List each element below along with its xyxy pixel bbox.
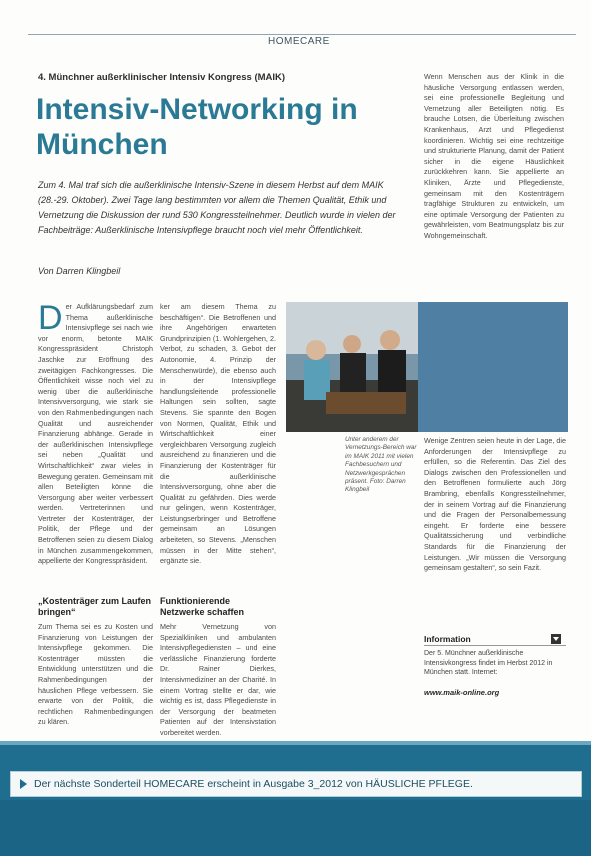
body-column-4: Wenige Zentren seien heute in der Lage, die Anforderungen der Intensivpflege zu erfüllen, so die Referentin. Das Ziel des Dialogs zwischen den Professionellen und den Betroffenen formulierte auch Jörg Brambring, ebenfalls Kongressteilnehmer, der in seinem Vortrag auf die Finanzierung und die Fragen der Personalbemessung eingeht. Er forderte eine bessere Qualitätssicherung und verbindliche Standards für die Finanzierung der Leistungen. „Wir müssen die Versorgung gemeinsam gestalten“, so sein Fazit. [424,436,566,573]
section-label: HOMECARE [268,36,330,47]
body-column-3: Wenn Menschen aus der Klinik in die häusliche Versorgung entlassen werden, sei eine professionelle Begleitung und Vernetzung aller Beteiligten nötig. Es brauche Lotsen, die Überleitung zwischen Krankenhaus, Arzt und Pflegedienst koordinieren. Wichtig sei eine rechtzeitige und strukturierte Planung, damit der Patient sicher in die eigene Häuslichkeit zurückkehren kann. Sie appellierte an Kliniken, Ärzte und Pflegedienste, gemeinsam mit den Kostenträgern tragfähige Strukturen zu entwickeln, um eine optimale Versorgung der Patienten zu gewährleisten, vom Beatmungsplatz bis zur Wohngemeinschaft. [424,72,564,240]
article-title: Intensiv-Networking in München [36,93,358,161]
body-column-2b: Mehr Vernetzung von Spezialkliniken und ambulanten Intensivpflegediensten – und eine verlässliche Finanzierung forderte Dr. Rainer Dierkes, Intensivmediziner an der Charité. In einem Vortrag stellte er dar, wie wichtig es ist, dass Pflegedienste in der Versorgung der beatmeten Patienten auf der Intensivstation vorbereitet werden. [160,622,276,737]
dropcap: D [38,299,63,337]
body-column-1 [38,299,153,580]
subheading-1: „Kostenträger zum Laufen bringen“ [38,596,152,617]
footer-band-highlight [0,741,591,745]
photo-right [418,302,568,432]
footer-notice: Der nächste Sonderteil HOMECARE erscheint in Ausgabe 3_2012 von HÄUSLICHE PFLEGE. [34,778,473,790]
triangle-right-icon [20,779,27,789]
footer-band-lower [0,800,591,856]
info-title: Information [424,634,471,644]
body-text: er Aufklärungsbedarf zum Thema außerklinische Intensivpflege sei nach wie vor enorm, betonte MAIK Kongresspräsident Christoph Jaschke zur Eröffnung des zweitägigen Fachkongresses. Die Öffentlichkeit wisse noch viel zu wenig über die außerklinische Intensivversorgung, wie stark sie von den Rahmenbedingungen nach Qualität und ausreichender Finanzierung abhänge. Gerade in der außerklinischen Intensivpflege sei neben „Qualität und Wirtschaftlichkeit“ zwar vieles in Bewegung geraten. Gemeinsam mit allen Beteiligten könne die Versorgung aber weiter verbessert werden. Vertreterinnen und Vertreter der Kostenträger, der Politik, der Pflege und der Betroffenen seien zu diesem Dialog in München zusammengekommen, appellierte der Kongresspräsident. [38,302,153,566]
info-link[interactable]: www.maik-online.org [424,688,500,697]
article-author: Von Darren Klingbeil [38,266,121,276]
article-kicker: 4. Münchner außerklinischer Intensiv Kongress (MAIK) [38,72,286,83]
info-divider [424,645,566,646]
subheading-2: Funktionierende Netzwerke schaffen [160,596,245,617]
info-text: Der 5. Münchner außerklinische Intensivkongress findet im Herbst 2012 in München statt. Internet: [424,650,553,676]
photo-illustration [286,302,418,432]
arrow-down-icon [551,634,561,644]
photo-caption: Unter anderem der Vernetzungs-Bereich war im MAIK 2011 mit vielen Fachbesuchern und Netzwerkgesprächen präsent. Foto: Darren Klingbeil [345,436,417,494]
article-lead: Zum 4. Mal traf sich die außerklinische Intensiv-Szene in diesem Herbst auf dem MAIK (28.-29. Oktober). Zwei Tage lang bestimmten vor allem die Themen Qualität, Ethik und Vernetzung die Diskussion der rund 530 Kongressteilnehmer. Deutlich wurde in vielen der Fachbeiträge: Außerklinische Intensivpflege braucht noch viel mehr Öffentlichkeit. [38,180,396,235]
body-column-2: ker am diesem Thema zu beschäftigen“. Die Betroffenen und ihre Angehörigen erwarteten Grundprinzipien (1. Wohlergehen, 2. Verbot, zu schaden, 3. Gebot der Autonomie, 4. Prinzip der Menschenwürde), die ebenso auch in der Intensivpflege handlungsleitende professionelle Haltungen sein sollten, sagte Stevens. Sie spannte den Bogen von Normen, Qualität, Ethik und Wirtschaftlichkeit einer vergleichbaren Versorgung zugleich ausreichend zu finanzieren und die Finanzierung der Kostenträger für die außerklinische Intensivversorgung, ohne aber die Qualität zu gefährden. Dies werde nur gelingen, wenn Kostenträger, Leistungserbringer und Betroffene gemeinsam an Lösungen arbeiteten, so Stevens. „Menschen müssen in der Mitte stehen“, ergänzte sie. [160,302,276,566]
article-photo [286,302,418,432]
body-column-1b: Zum Thema sei es zu Kosten und Finanzierung von Leistungen der Intensivpflege gekommen. Die Kostenträger müssten die Entwicklung unterstützen und die Rahmenbedingungen der häuslichen Pflege verbessern. Sie erwarte von der Politik, die rechtlichen Rahmenbedingungen zu klären. [38,622,153,727]
